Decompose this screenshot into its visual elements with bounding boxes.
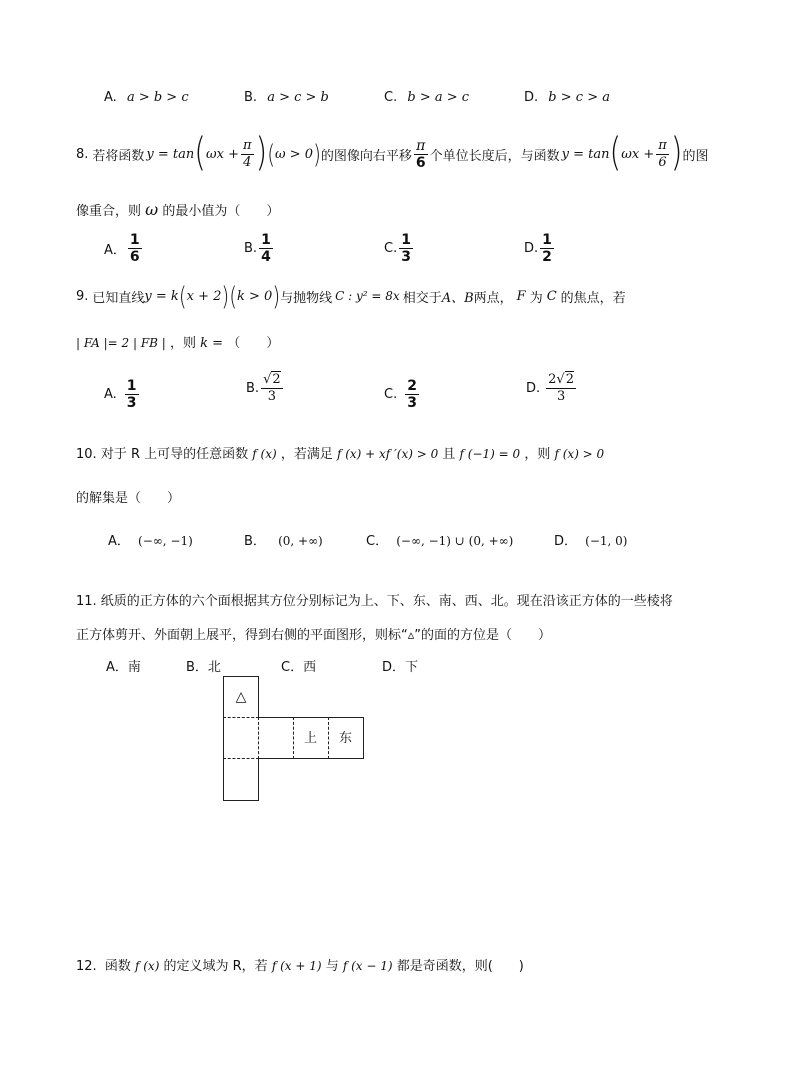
net-face-up: 上: [293, 717, 329, 759]
q11-option-d[interactable]: D．下: [382, 660, 419, 675]
net-face-middle: [258, 717, 294, 759]
q10-option-a[interactable]: A． (−∞, −1): [108, 534, 193, 549]
q10-option-b[interactable]: B． (0, +∞): [244, 534, 323, 549]
q8-option-a[interactable]: A． $\frac{1}{6}$: [104, 232, 140, 265]
q11-option-a[interactable]: A．南: [106, 660, 141, 675]
q9-stem-line2: | FA |= 2 | FB | ，则 k = （ ）: [76, 336, 280, 351]
q7-option-a[interactable]: A. a > b > c: [104, 90, 189, 105]
q11-stem-line1: 11. 纸质的正方体的六个面根据其方位分别标记为上、下、东、南、西、北。现在沿该正方体的一些棱将: [76, 594, 673, 609]
q11-option-c[interactable]: C．西: [281, 660, 317, 675]
q8-shift-frac: $\frac{\pi}{6}$: [415, 137, 426, 171]
q8-option-b[interactable]: B. $\frac{1}{4}$: [244, 232, 271, 265]
net-face-east: 东: [328, 717, 364, 759]
q11-stem-line2: 正方体剪开、外面朝上展平，得到右侧的平面图形，则标“▵”的面的方位是（ ）: [76, 628, 551, 643]
q9-option-d[interactable]: D. $\frac{2√2}{3}$: [526, 372, 574, 404]
net-face-triangle: △: [223, 676, 259, 718]
q8-stem-line1: 8. 若将函数 y = tan ( ωx + $\frac{\pi}{4}$ ) ( ω > 0 ) 的图像向右平移 $\frac{\pi}{6}$ 个单位长度后，与函数 y = tan ( ωx + $\frac{\pi}{6}$ ) 的图: [76, 130, 709, 177]
net-face-left-middle: [223, 717, 259, 759]
q9-option-a[interactable]: A. $\frac{1}{3}$: [104, 378, 137, 411]
q8-frac1: $\frac{\pi}{4}$: [242, 137, 252, 170]
net-face-bottom: [223, 758, 259, 801]
q10-stem-line2: 的解集是（ ）: [76, 491, 181, 506]
q9-option-c[interactable]: C. $\frac{2}{3}$: [384, 378, 417, 411]
q8-frac2: $\frac{\pi}{6}$: [658, 137, 667, 170]
q11-option-b[interactable]: B．北: [186, 660, 221, 675]
q8-stem-line2: 像重合，则 ω 的最小值为（ ）: [76, 200, 280, 219]
q10-option-d[interactable]: D． (−1, 0): [554, 534, 628, 549]
q8-option-c[interactable]: C. $\frac{1}{3}$: [384, 232, 411, 265]
q8-option-d[interactable]: D. $\frac{1}{2}$: [524, 232, 552, 265]
q9-stem-line1: 9. 已知直线 y = k ( x + 2 ) ( k > 0 ) 与抛物线 C : y² = 8x 相交于 A、B 两点， F 为 C 的焦点，若: [76, 280, 626, 312]
q7-option-b[interactable]: B. a > c > b: [244, 90, 329, 105]
q9-option-b[interactable]: B. $\frac{√2}{3}$: [246, 372, 281, 404]
q10-option-c[interactable]: C． (−∞, −1) ∪ (0, +∞): [366, 534, 514, 549]
q12-stem: 12. 函数 f (x) 的定义域为 R，若 f (x + 1) 与 f (x − 1) 都是奇函数，则( ): [76, 959, 524, 974]
q10-stem-line1: 10. 对于 R 上可导的任意函数 f (x) ，若满足 f (x) + xf ′(x) > 0 且 f (−1) = 0 ，则 f (x) > 0: [76, 447, 605, 462]
q7-option-c[interactable]: C. b > a > c: [384, 90, 470, 105]
q7-option-d[interactable]: D. b > c > a: [524, 90, 610, 105]
